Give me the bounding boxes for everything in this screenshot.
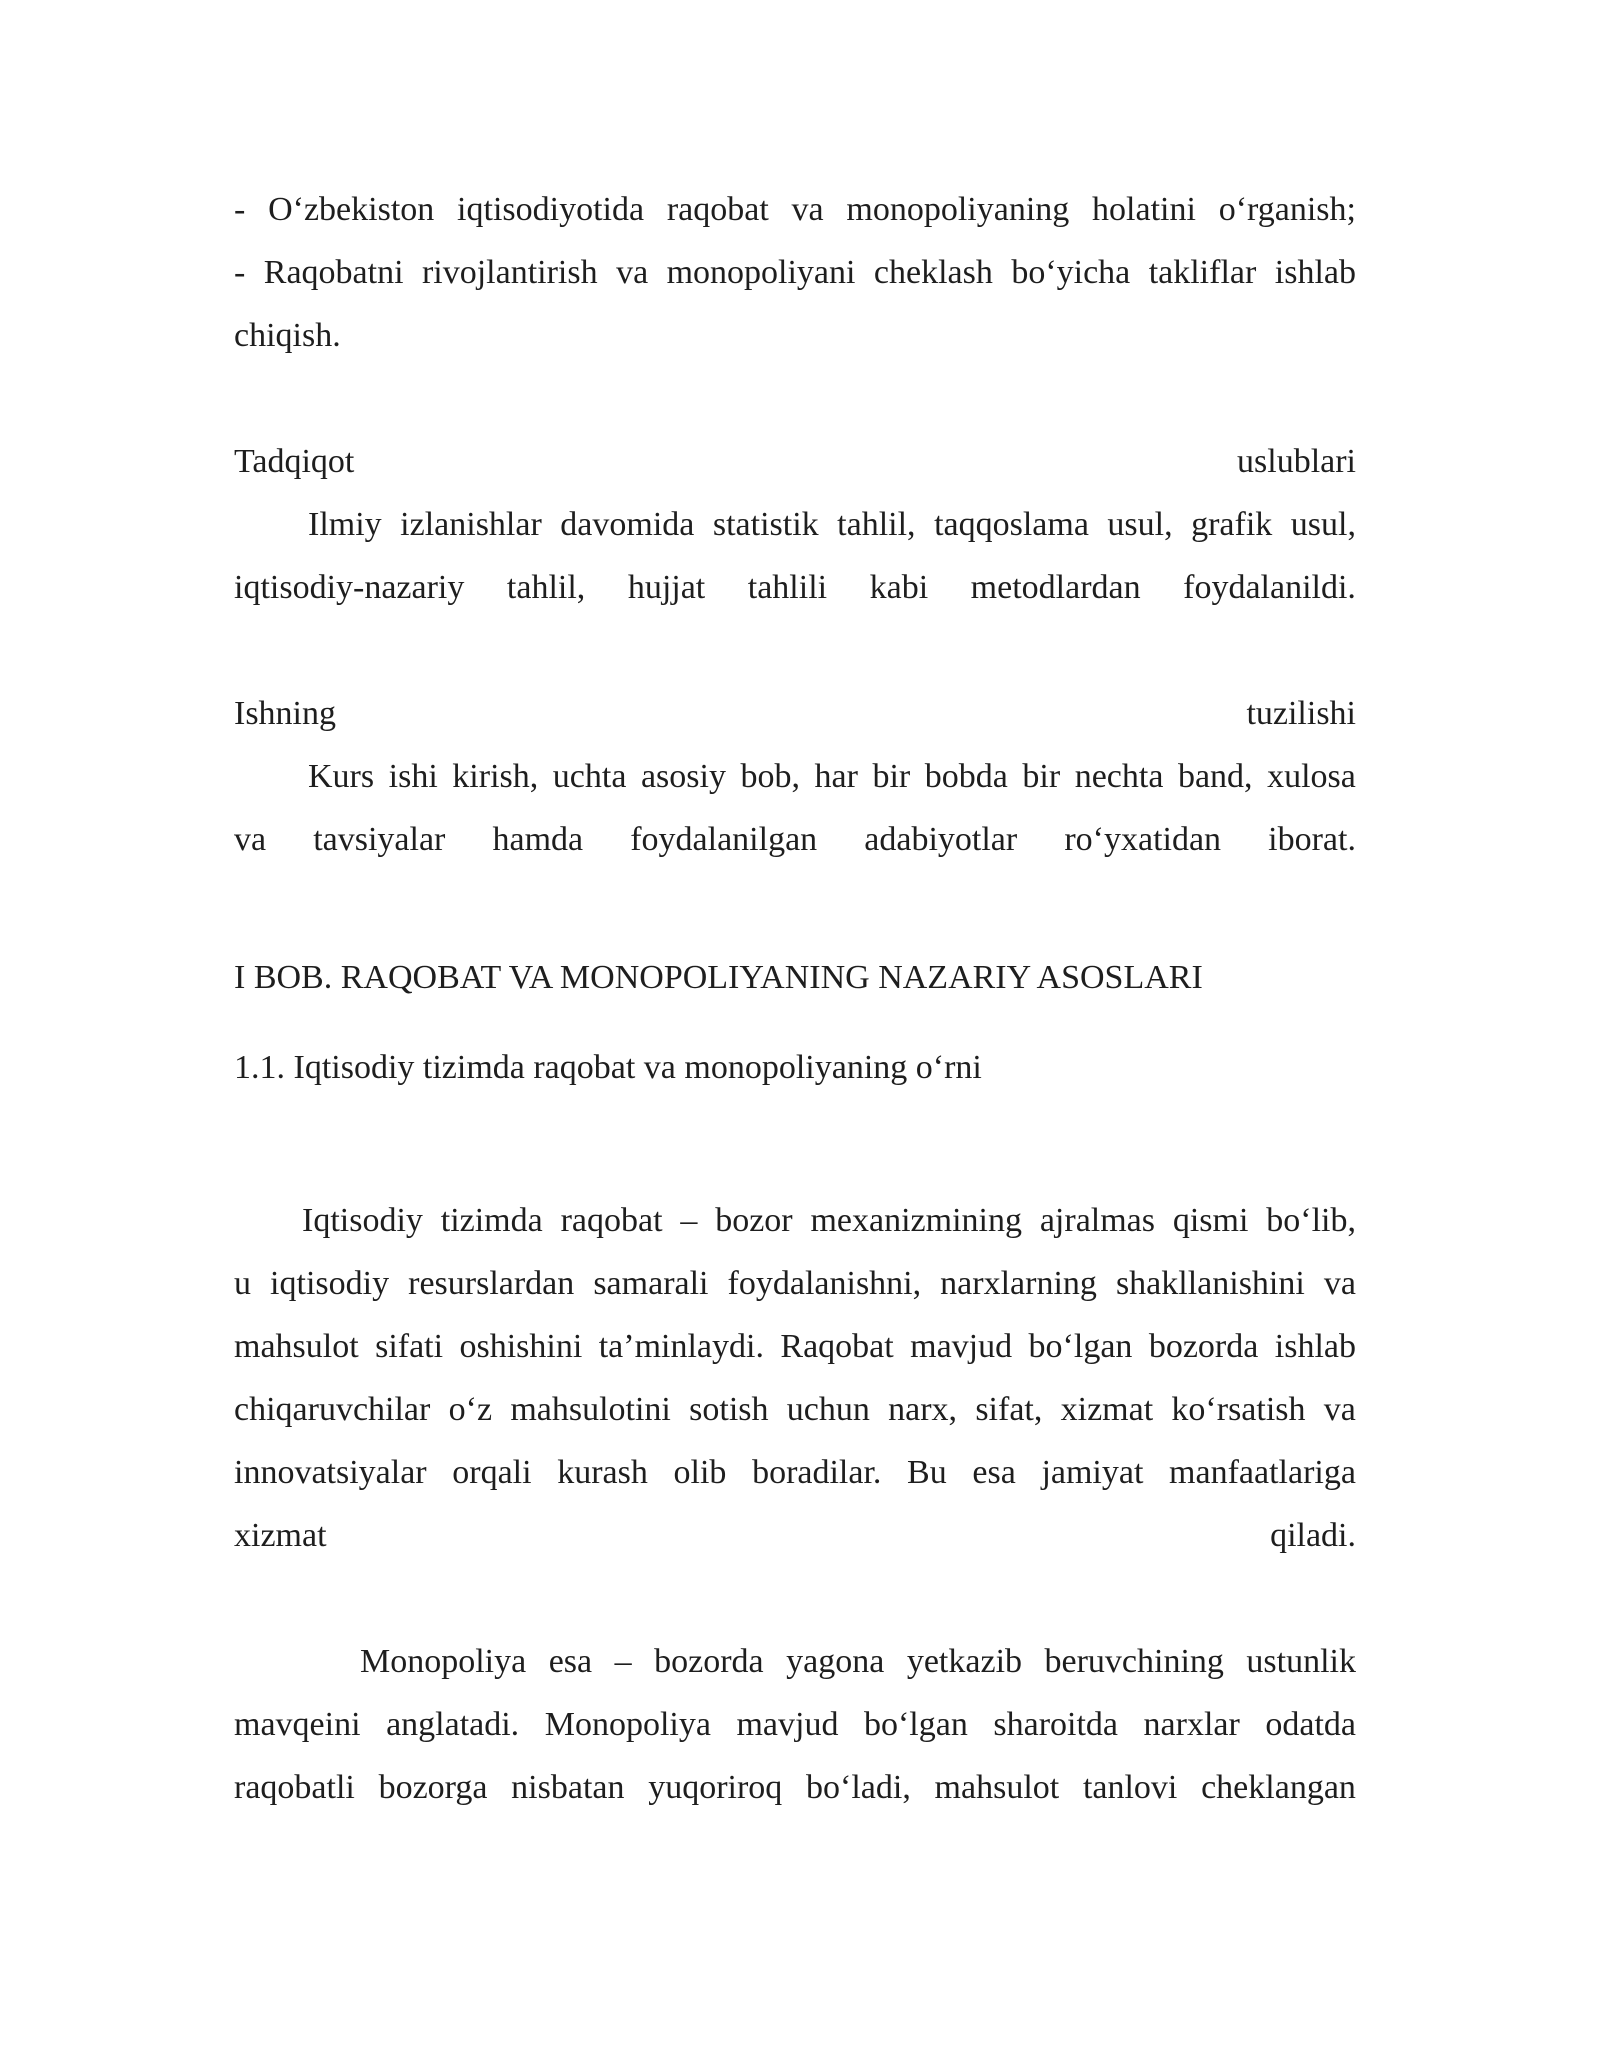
word: Bu [907, 1454, 947, 1491]
word: narxlarning [940, 1265, 1097, 1302]
paragraph-line [234, 1189, 1356, 1252]
word: oshishini [459, 1328, 583, 1365]
word: yagona [786, 1643, 885, 1680]
word: kurash [557, 1454, 648, 1491]
word: boradilar. [752, 1454, 882, 1491]
chapter-title: I BOB. RAQOBAT VA MONOPOLIYANING NAZARIY ASOSLARI [234, 959, 1203, 996]
word: va [234, 821, 267, 858]
word: uchun [786, 1391, 870, 1428]
word: rivojlantirish [421, 254, 598, 291]
word: – [614, 1643, 632, 1680]
word: ro‘yxatidan [1064, 821, 1222, 858]
word: innovatsiyalar [234, 1454, 427, 1491]
word: Ilmiy [308, 506, 382, 543]
paragraph-line [234, 1504, 1356, 1567]
methods-heading-left: Tadqiqot [234, 443, 355, 480]
word: usul, [1107, 506, 1173, 543]
word: O‘zbekiston [268, 191, 435, 228]
spacer [234, 619, 1356, 682]
word: tizimda [440, 1202, 543, 1239]
word: holatini [1092, 191, 1196, 228]
word: kabi [869, 569, 929, 606]
paragraph-line [234, 1630, 1356, 1693]
word: narx, [888, 1391, 958, 1428]
paragraph-competition [234, 1189, 1356, 1567]
word: Monopoliya [544, 1706, 711, 1743]
word: hamda [492, 821, 584, 858]
word: foydalanilgan [630, 821, 818, 858]
word: nechta [1074, 758, 1164, 795]
word: asosiy [640, 758, 726, 795]
page-content [234, 178, 1356, 1819]
word: chiqaruvchilar [234, 1391, 431, 1428]
objective-item-2-continuation: chiqish. [234, 317, 341, 354]
word: hujjat [627, 569, 706, 606]
word: – [680, 1202, 698, 1239]
word: ajralmas [1039, 1202, 1155, 1239]
paragraph-line [234, 1252, 1356, 1315]
word: mavjud [736, 1706, 839, 1743]
word: bozorga [378, 1769, 488, 1806]
word: sifati [375, 1328, 444, 1365]
word: grafik [1191, 506, 1273, 543]
spacer [234, 1099, 1356, 1189]
word: bir [1022, 758, 1061, 795]
paragraph-line [234, 1378, 1356, 1441]
word: sharoitda [993, 1706, 1119, 1743]
word: orqali [452, 1454, 532, 1491]
word: beruvchining [1044, 1643, 1224, 1680]
word: bobda [924, 758, 1008, 795]
word: o‘z [448, 1391, 493, 1428]
paragraph-line [234, 1756, 1356, 1819]
word: manfaatlariga [1169, 1454, 1356, 1491]
word: Raqobatni [263, 254, 404, 291]
word: bo‘lib, [1266, 1202, 1356, 1239]
methods-heading-right: uslublari [1237, 443, 1356, 480]
objectives-block [234, 178, 1356, 367]
word: iqtisodiyotida [457, 191, 645, 228]
word: xulosa [1267, 758, 1356, 795]
word: yuqoriroq [648, 1769, 783, 1806]
word: yetkazib [906, 1643, 1023, 1680]
section-title: 1.1. Iqtisodiy tizimda raqobat va monopoliyaning o‘rni [234, 1049, 982, 1086]
word: raqobatli [234, 1769, 355, 1806]
structure-text-line-2 [234, 808, 1356, 871]
word: cheklash [873, 254, 993, 291]
word: mexanizmining [810, 1202, 1022, 1239]
word: iborat. [1268, 821, 1356, 858]
word: mavqeini [234, 1706, 361, 1743]
word: shakllanishini [1115, 1265, 1305, 1302]
word: narxlar [1143, 1706, 1240, 1743]
word: takliflar [1148, 254, 1257, 291]
word: adabiyotlar [864, 821, 1018, 858]
word: har [814, 758, 858, 795]
spacer [234, 871, 1356, 946]
structure-block [234, 682, 1356, 871]
structure-heading-right: tuzilishi [1246, 695, 1356, 732]
word: band, [1177, 758, 1253, 795]
word: Kurs [308, 758, 375, 795]
word: tahlil, [506, 569, 586, 606]
structure-heading [234, 682, 1356, 745]
word: bozor [715, 1202, 793, 1239]
word: izlanishlar [400, 506, 542, 543]
word: jamiyat [1041, 1454, 1144, 1491]
word: esa [972, 1454, 1016, 1491]
word: monopoliyani [666, 254, 856, 291]
methods-text-line-1 [234, 493, 1356, 556]
word: bo‘lgan [1028, 1328, 1133, 1365]
structure-heading-left: Ishning [234, 695, 336, 732]
word: ustunlik [1246, 1643, 1356, 1680]
word: taqqoslama [934, 506, 1089, 543]
word: foydalanildi. [1183, 569, 1356, 606]
word: Monopoliya [360, 1643, 527, 1680]
word: tanlovi [1082, 1769, 1178, 1806]
word: ta’minlaydi. [598, 1328, 764, 1365]
paragraph-monopoly [234, 1630, 1356, 1819]
word: olib [673, 1454, 727, 1491]
word: sotish [689, 1391, 769, 1428]
word: monopoliyaning [846, 191, 1070, 228]
word: u [234, 1265, 251, 1302]
word: ko‘rsatish [1171, 1391, 1306, 1428]
objective-item-2 [234, 241, 1356, 304]
word: bo‘ladi, [806, 1769, 911, 1806]
word: raqobat [666, 191, 769, 228]
word: bozorda [1148, 1328, 1259, 1365]
word: mahsulotini [510, 1391, 671, 1428]
word: Iqtisodiy [302, 1202, 423, 1239]
paragraph-line [234, 1441, 1356, 1504]
word: - [234, 254, 246, 291]
spacer [234, 367, 1356, 430]
word: nisbatan [511, 1769, 625, 1806]
word: va [1323, 1265, 1356, 1302]
word: bo‘yicha [1011, 254, 1131, 291]
word: bob, [740, 758, 800, 795]
word: davomida [560, 506, 695, 543]
paragraph-line [234, 1315, 1356, 1378]
word: samarali [593, 1265, 709, 1302]
word: iqtisodiy-nazariy [234, 569, 465, 606]
word: resurslardan [408, 1265, 575, 1302]
word: tahlili [747, 569, 828, 606]
paragraph-line [234, 1693, 1356, 1756]
word: Raqobat [780, 1328, 894, 1365]
methods-block [234, 430, 1356, 619]
word: sifat, [975, 1391, 1043, 1428]
methods-heading [234, 430, 1356, 493]
objective-item-1 [234, 178, 1356, 241]
word: va [616, 254, 649, 291]
word: tahlil, [837, 506, 916, 543]
word: metodlardan [970, 569, 1141, 606]
methods-text-line-2 [234, 556, 1356, 619]
structure-text-line-1 [234, 745, 1356, 808]
word: foydalanishni, [727, 1265, 922, 1302]
word: - [234, 191, 246, 228]
word: qismi [1172, 1202, 1249, 1239]
word: va [1323, 1391, 1356, 1428]
word: va [791, 191, 824, 228]
word: uchta [552, 758, 627, 795]
word: kirish, [452, 758, 539, 795]
word: mahsulot [934, 1769, 1060, 1806]
paragraph-last-word-right: qiladi. [1270, 1517, 1356, 1554]
word: statistik [712, 506, 819, 543]
word: bozorda [654, 1643, 764, 1680]
word: anglatadi. [386, 1706, 520, 1743]
word: raqobat [560, 1202, 663, 1239]
word: esa [548, 1643, 593, 1680]
word: bir [872, 758, 911, 795]
word: iqtisodiy [270, 1265, 390, 1302]
word: bo‘lgan [863, 1706, 968, 1743]
word: mahsulot [234, 1328, 359, 1365]
word: xizmat [1060, 1391, 1154, 1428]
word: ishlab [1274, 1328, 1356, 1365]
word: odatda [1265, 1706, 1356, 1743]
word: o‘rganish; [1218, 191, 1356, 228]
word: mavjud [910, 1328, 1013, 1365]
word: tavsiyalar [313, 821, 446, 858]
paragraph-last-word-left: xizmat [234, 1517, 327, 1554]
word: ishlab [1274, 254, 1356, 291]
word: usul, [1290, 506, 1356, 543]
word: cheklangan [1201, 1769, 1356, 1806]
spacer [234, 1567, 1356, 1630]
word: ishi [388, 758, 438, 795]
